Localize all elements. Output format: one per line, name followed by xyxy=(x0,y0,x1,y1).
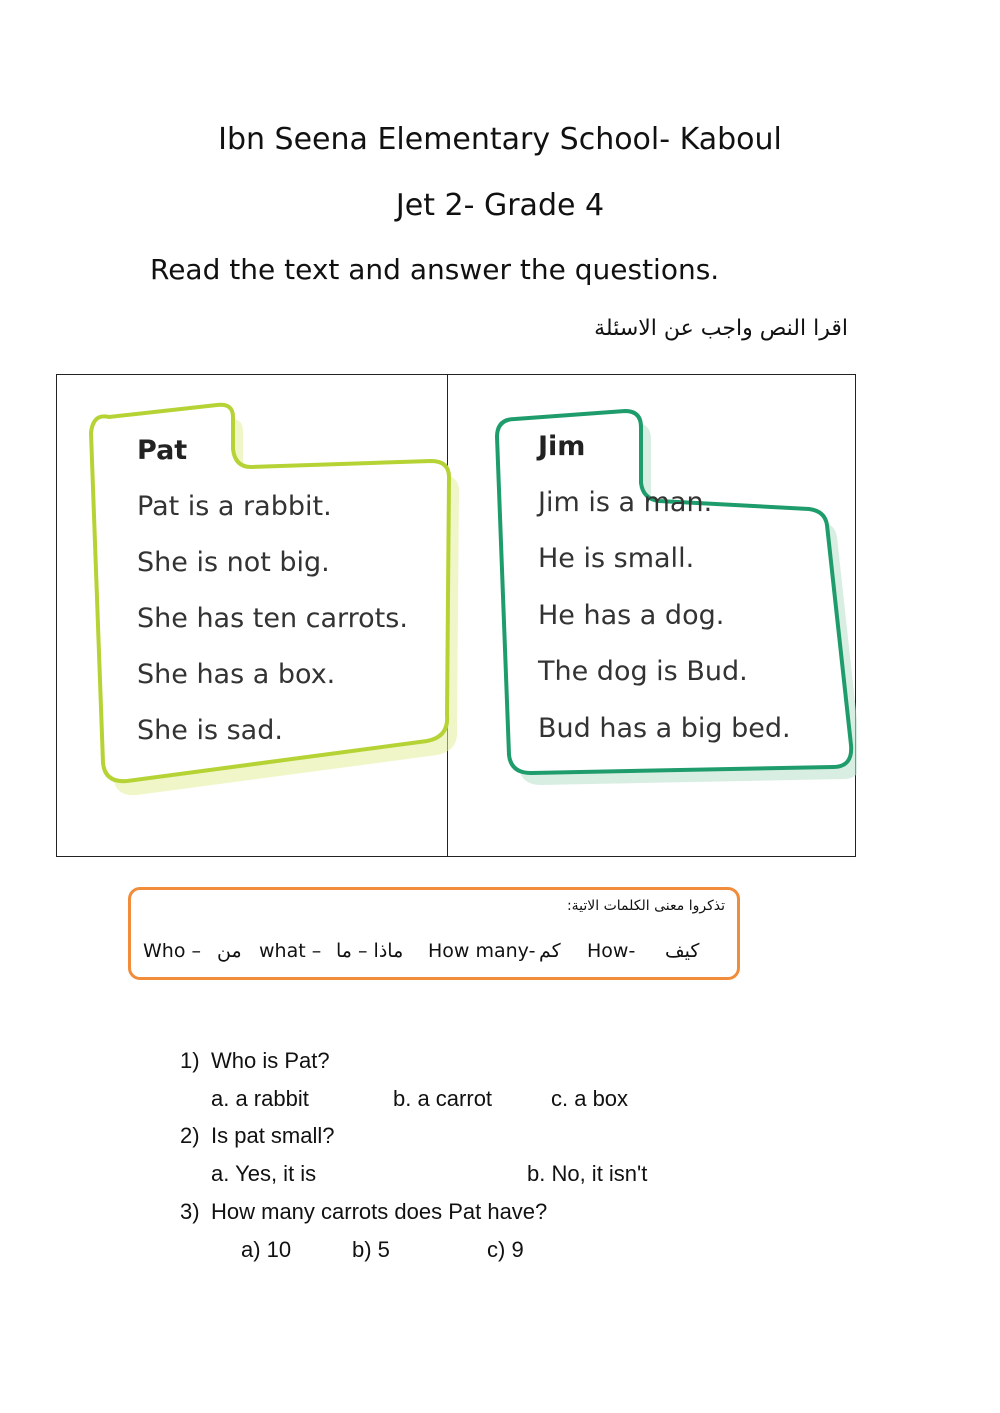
vocab-header: تذكروا معنى الكلمات الاتية: xyxy=(566,898,725,914)
question-1-option-a[interactable]: a. a rabbit xyxy=(211,1086,309,1111)
jim-card-line: He is small. xyxy=(538,543,695,574)
vocab-howmany-en: How many- xyxy=(428,940,536,962)
question-1-option-c[interactable]: c. a box xyxy=(551,1086,629,1111)
question-3-option-a[interactable]: a) 10 xyxy=(241,1237,292,1262)
cards-table xyxy=(56,374,856,857)
question-1-number: 1) xyxy=(180,1048,200,1073)
pat-card-line: She has a box. xyxy=(137,659,336,690)
question-3-text: How many carrots does Pat have? xyxy=(211,1199,548,1224)
vocab-how-ar: كيف xyxy=(665,940,700,962)
vocab-what-ar: ماذا – ما xyxy=(336,940,404,962)
vocab-who-ar: من xyxy=(217,940,242,962)
question-1-text: Who is Pat? xyxy=(211,1048,330,1073)
vocab-how-en: How- xyxy=(587,940,636,962)
instruction: Read the text and answer the questions. xyxy=(150,253,720,286)
question-3-option-b[interactable]: b) 5 xyxy=(352,1237,390,1262)
vocab-box xyxy=(128,887,740,980)
question-2-option-b[interactable]: b. No, it isn't xyxy=(527,1161,648,1186)
question-1-option-b[interactable]: b. a carrot xyxy=(393,1086,493,1111)
vocab-howmany-ar: كم xyxy=(539,940,561,962)
instruction-arabic: اقرا النص واجب عن الاسئلة xyxy=(594,316,848,341)
question-2-option-a[interactable]: a. Yes, it is xyxy=(211,1161,317,1186)
vocab-who-en: Who – xyxy=(143,940,201,962)
question-3-option-c[interactable]: c) 9 xyxy=(487,1237,524,1262)
school-title: Ibn Seena Elementary School- Kaboul xyxy=(218,122,782,157)
pat-card-line: She is sad. xyxy=(137,715,283,746)
pat-card-name: Pat xyxy=(137,435,188,466)
grade-title: Jet 2- Grade 4 xyxy=(395,188,605,223)
jim-card-line: The dog is Bud. xyxy=(538,656,748,687)
question-2-number: 2) xyxy=(180,1123,200,1148)
jim-card-name: Jim xyxy=(538,431,586,462)
jim-card-line: He has a dog. xyxy=(538,600,725,631)
pat-card-line: She has ten carrots. xyxy=(137,603,408,634)
question-2-text: Is pat small? xyxy=(211,1123,335,1148)
pat-card-line: Pat is a rabbit. xyxy=(137,491,332,522)
vocab-what-en: what – xyxy=(259,940,322,962)
jim-card-line: Jim is a man. xyxy=(538,487,713,518)
pat-card-line: She is not big. xyxy=(137,547,330,578)
question-3-number: 3) xyxy=(180,1199,200,1224)
jim-card-line: Bud has a big bed. xyxy=(538,713,791,744)
